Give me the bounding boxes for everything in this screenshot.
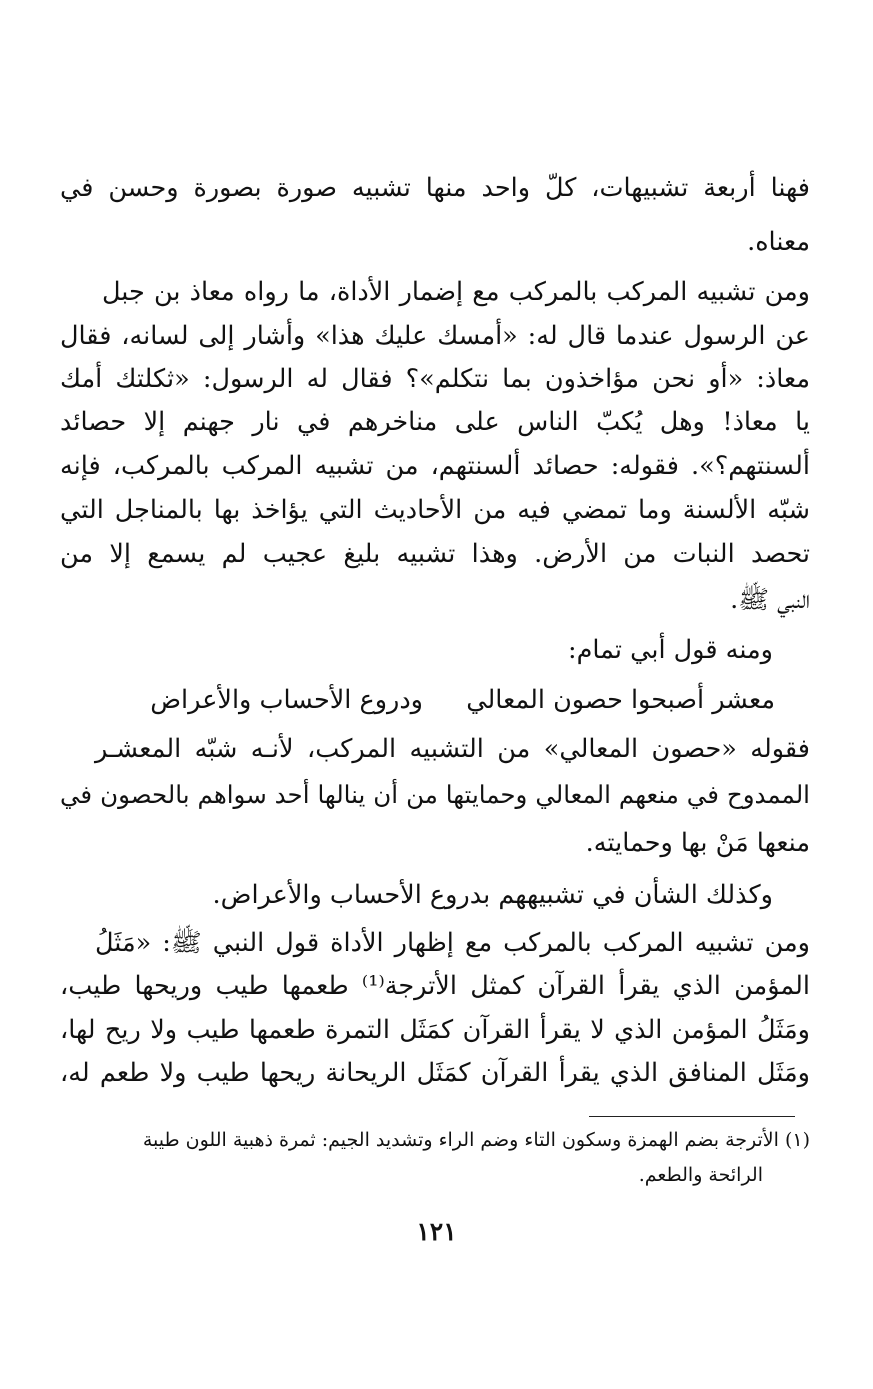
paragraph-line: يا معاذ! وهل يُكبّ الناس على مناخرهم في نار جهنم إلا حصائد: [60, 407, 810, 437]
paragraph-line: معناه.: [747, 227, 810, 257]
footnote-line: (١) الأترجة بضم الهمزة وسكون التاء وضم الراء وتشديد الجيم: ثمرة ذهبية اللون طيبة: [142, 1129, 810, 1151]
paragraph-line: فقوله «حصون المعالي» من التشبيه المركب، لأنـه شبّه المعشـر: [95, 734, 810, 764]
paragraph-line: تحصد النبات من الأرض. وهذا تشبيه بليغ عجيب لم يسمع إلا من: [60, 539, 810, 569]
paragraph-line: معاذ: «أو نحن مؤاخذون بما نتكلم»؟ فقال له الرسول: «ثكلتك أمك: [60, 364, 810, 394]
paragraph-line: المؤمن الذي يقرأ القرآن كمثل الأترجة⁽¹⁾ طعمها طيب وريحها طيب،: [60, 971, 810, 1001]
paragraph-line: ألسنتهم؟». فقوله: حصائد ألسنتهم، من تشبيه المركب بالمركب، فإنه: [60, 451, 810, 481]
paragraph-line: ومن تشبيه المركب بالمركب مع إضمار الأداة، ما رواه معاذ بن جبل: [102, 277, 810, 307]
paragraph-line: ومن تشبيه المركب بالمركب مع إظهار الأداة قول النبي ﷺ: «مَثَلُ: [95, 928, 810, 958]
verse-second-hemistich: ودروع الأحساب والأعراض: [150, 685, 423, 715]
paragraph-line: النبي ﷺ.: [730, 585, 810, 615]
paragraph-line: منعها مَنْ بها وحمايته.: [585, 828, 810, 858]
paragraph-line: ومَثَل المنافق الذي يقرأ القرآن كمَثَل الريحانة ريحها طيب ولا طعم له،: [60, 1058, 810, 1088]
verse-first-hemistich: معشر أصبحوا حصون المعالي: [466, 685, 775, 715]
page-number: ١٢١: [416, 1217, 457, 1246]
paragraph-line: وكذلك الشأن في تشبيههم بدروع الأحساب والأعراض.: [212, 880, 773, 910]
paragraph-line: عن الرسول عندما قال له: «أمسك عليك هذا» وأشار إلى لسانه، فقال: [60, 321, 810, 351]
footnote-divider: [589, 1116, 795, 1117]
paragraph-line: فهنا أربعة تشبيهات، كلّ واحد منها تشبيه صورة بصورة وحسن في: [60, 173, 810, 203]
paragraph-line: الممدوح في منعهم المعالي وحمايتها من أن ينالها أحد سواهم بالحصون في: [60, 780, 810, 809]
paragraph-line: شبّه الألسنة وما تمضي فيه من الأحاديث التي يؤاخذ بها بالمناجل التي: [60, 495, 810, 525]
paragraph-line: ومنه قول أبي تمام:: [568, 635, 773, 665]
footnote-line: الرائحة والطعم.: [638, 1164, 763, 1186]
paragraph-line: ومَثَلُ المؤمن الذي لا يقرأ القرآن كمَثَل التمرة طعمها طيب ولا ريح لها،: [60, 1015, 810, 1045]
